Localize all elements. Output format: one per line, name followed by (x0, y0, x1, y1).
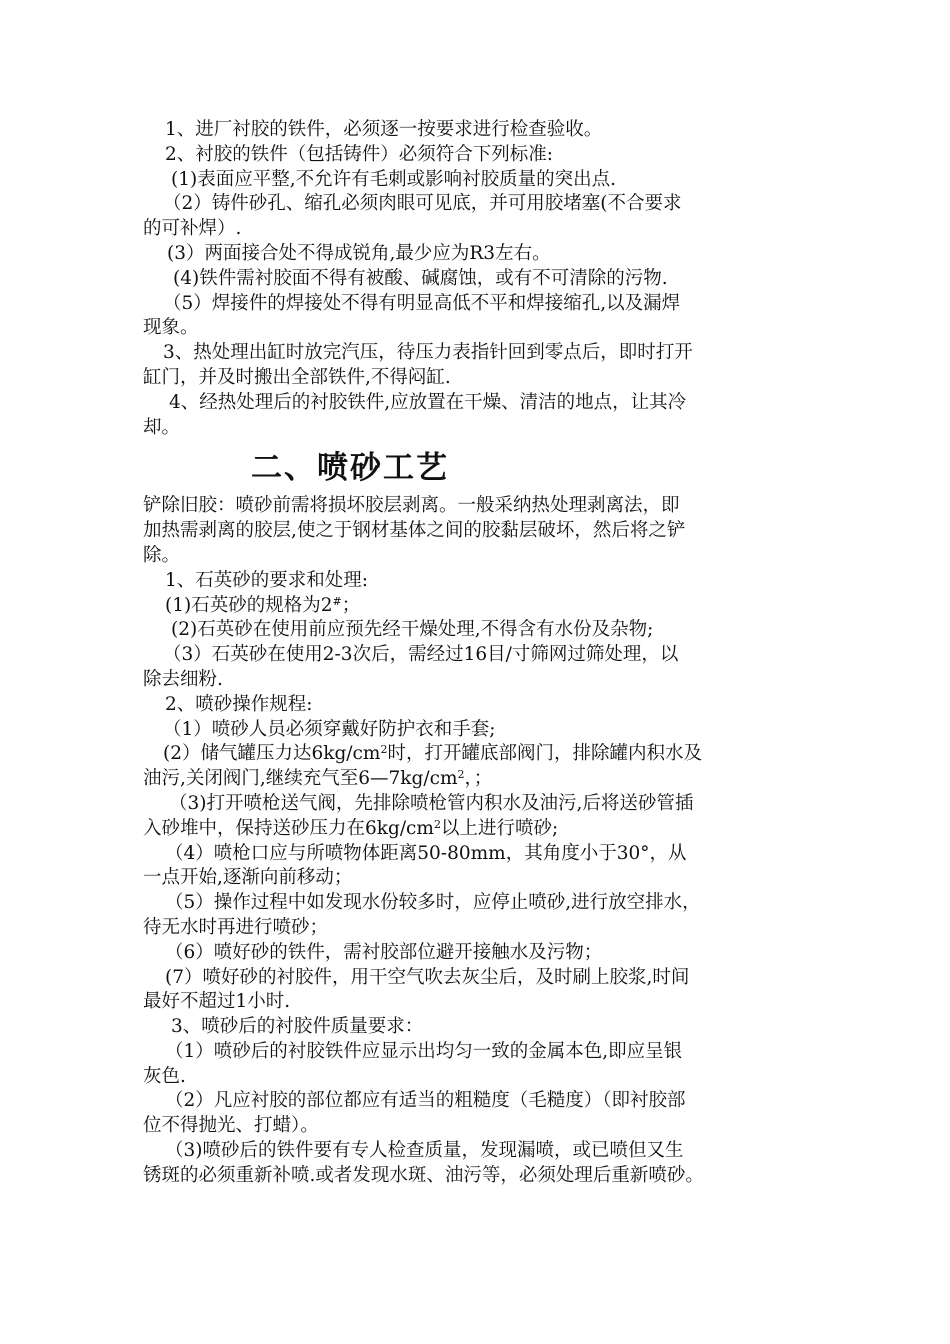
paragraph: 1、进厂衬胶的铁件，必须逐一按要求进行检查验收。 (165, 119, 603, 140)
paragraph: (7）喷好砂的衬胶件，用干空气吹去灰尘后，及时刷上胶浆,时间 (165, 966, 690, 988)
paragraph: （1）喷砂人员必须穿戴好防护衣和手套; (163, 718, 496, 740)
text: ； (341, 594, 361, 616)
paragraph: （3)喷砂后的铁件要有专人检查质量，发现漏喷，或已喷但又生 (165, 1140, 684, 1162)
paragraph: 缸门，并及时搬出全部铁件,不得闷缸. (143, 366, 451, 388)
superscript: 2 (457, 768, 465, 782)
paragraph: （5）操作过程中如发现水份较多时，应停止喷砂,进行放空排水， (165, 892, 701, 914)
paragraph: （5）焊接件的焊接处不得有明显高低不平和焊接缩孔,以及漏焊 (163, 292, 681, 314)
paragraph: 一点开始,逐渐向前移动； (143, 867, 353, 889)
paragraph (143, 767, 813, 792)
text: 油污,关闭阀门,继续充气至6—7kg/cm (143, 768, 458, 790)
paragraph: （4）喷枪口应与所喷物体距离50-80mm，其角度小于30°，从 (165, 842, 687, 864)
paragraph: 待无水时再进行喷砂； (143, 916, 329, 938)
paragraph: （6）喷好砂的铁件，需衬胶部位避开接触水及污物； (165, 941, 603, 963)
paragraph: 3、喷砂后的衬胶件质量要求： (171, 1016, 424, 1038)
paragraph: 1、石英砂的要求和处理: (165, 569, 369, 591)
superscript: 2 (433, 817, 441, 831)
section-heading: 二、喷砂工艺 (251, 450, 449, 487)
paragraph: （2）铸件砂孔、缩孔必须肉眼可见底，并可用胶堵塞(不合要求 (163, 193, 682, 215)
paragraph: 却。 (143, 416, 181, 438)
text: (2）储气罐压力达6kg/cm (163, 743, 381, 765)
paragraph: 锈斑的必须重新补喷.或者发现水斑、油污等，必须处理后重新喷砂。 (143, 1164, 704, 1186)
paragraph: (1)表面应平整,不允许有毛刺或影响衬胶质量的突出点. (171, 168, 616, 190)
paragraph: 4、经热处理后的衬胶铁件,应放置在干燥、清洁的地点，让其冷 (169, 391, 687, 413)
paragraph: 2、衬胶的铁件（包括铸件）必须符合下列标准: (165, 143, 554, 165)
paragraph: 加热需剥离的胶层,使之于钢材基体之间的胶黏层破坏，然后将之铲 (143, 520, 686, 542)
paragraph: 除去细粉. (143, 668, 223, 690)
paragraph: （2）凡应衬胶的部位都应有适当的粗糙度（毛糙度）（即衬胶部 (165, 1090, 686, 1112)
superscript: # (332, 594, 342, 608)
text: 入砂堆中，保持送砂压力在6kg/cm (143, 817, 434, 839)
paragraph: 现象。 (143, 317, 199, 339)
text: 以上进行喷砂; (440, 817, 559, 839)
paragraph: 除。 (143, 544, 181, 566)
paragraph: (3）两面接合处不得成锐角,最少应为R3左右。 (167, 242, 551, 264)
paragraph: (4)铁件需衬胶面不得有被酸、碱腐蚀，或有不可清除的污物. (173, 267, 668, 289)
superscript: 2 (380, 743, 388, 757)
paragraph: 的可补焊）. (143, 218, 242, 240)
text: 时，打开罐底部阀门，排除罐内积水及 (387, 743, 702, 765)
paragraph: 铲除旧胶：喷砂前需将损坏胶层剥离。一般采纳热处理剥离法，即 (143, 495, 680, 517)
paragraph (143, 742, 813, 767)
paragraph: （3)打开喷枪送气阀，先排除喷枪管内积水及油污,后将送砂管插 (169, 792, 694, 814)
paragraph: 位不得抛光、打蜡）。 (143, 1115, 319, 1137)
paragraph: 3、热处理出缸时放完汽压，待压力表指针回到零点后，即时打开 (163, 342, 693, 364)
paragraph-sand-spec (143, 594, 813, 619)
paragraph: 灰色. (143, 1065, 186, 1087)
text: (1)石英砂的规格为2 (165, 594, 333, 616)
text: ，； (464, 768, 493, 790)
paragraph: 最好不超过1小时. (143, 991, 291, 1013)
paragraph: 2、喷砂操作规程: (165, 693, 313, 715)
paragraph (143, 817, 813, 842)
paragraph: (2)石英砂在使用前应预先经干燥处理,不得含有水份及杂物; (171, 619, 654, 641)
paragraph: （3）石英砂在使用2-3次后，需经过16目/寸筛网过筛处理，以 (163, 644, 679, 666)
document-page (143, 118, 813, 1189)
paragraph: （1）喷砂后的衬胶铁件应显示出均匀一致的金属本色,即应呈银 (165, 1040, 683, 1062)
